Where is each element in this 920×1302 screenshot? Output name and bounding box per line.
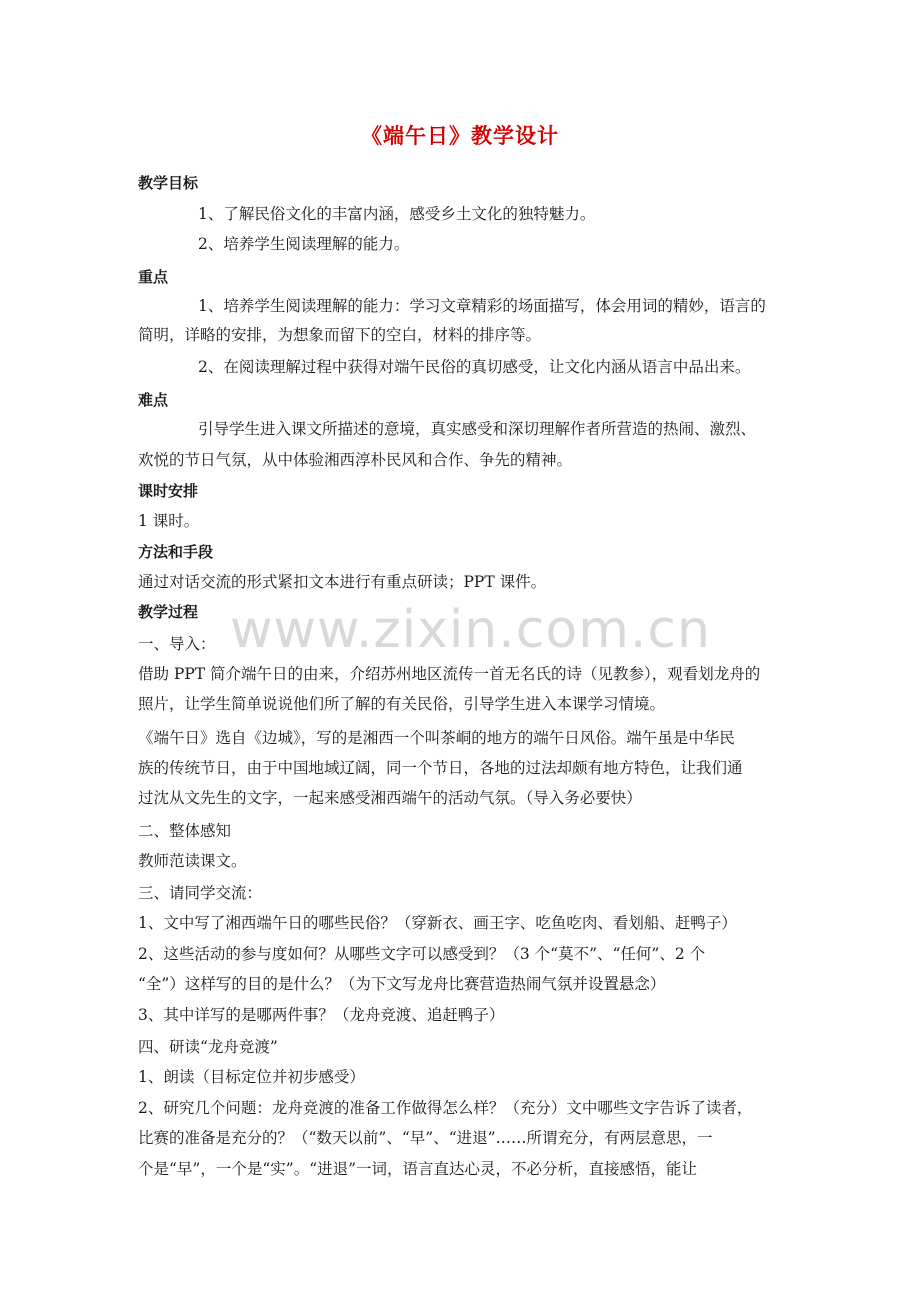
paragraph-line: 1、文中写了湘西端午日的哪些民俗？（穿新衣、画王字、吃鱼吃肉、看划船、赶鸭子）	[138, 914, 737, 932]
paragraph-line: 通过对话交流的形式紧扣文本进行有重点研读；PPT 课件。	[138, 573, 547, 591]
paragraph-line: 照片，让学生简单说说他们所了解的有关民俗，引导学生进入本课学习情境。	[138, 695, 666, 713]
paragraph-line: 3、其中详写的是哪两件事？（龙舟竞渡、追赶鸭子）	[138, 1006, 505, 1024]
paragraph-line: 比赛的准备是充分的？（“数天以前”、“早”、“进退”……所谓充分，有两层意思，一	[138, 1129, 713, 1147]
paragraph-line: 教师范读课文。	[138, 852, 247, 870]
paragraph-line: 简明，详略的安排，为想象而留下的空白，材料的排序等。	[138, 326, 542, 344]
paragraph-line: 2、在阅读理解过程中获得对端午民俗的真切感受，让文化内涵从语言中品出来。	[198, 358, 751, 376]
paragraph-line: 2、研究几个问题：龙舟竞渡的准备工作做得怎么样？（充分）文中哪些文字告诉了读者，	[138, 1099, 753, 1117]
document-title: 《端午日》教学设计	[361, 124, 559, 148]
paragraph-line: 引导学生进入课文所描述的意境，真实感受和深切理解作者所营造的热闹、激烈、	[198, 420, 757, 438]
paragraph-line: 四、研读“龙舟竞渡”	[138, 1038, 278, 1056]
paragraph-line: 1 课时。	[138, 512, 200, 530]
paragraph-line: 借助 PPT 简介端午日的由来，介绍苏州地区流传一首无名氏的诗（见教参），观看划龙舟的	[138, 665, 761, 683]
paragraph-line: 族的传统节日，由于中国地域辽阔，同一个节日，各地的过法却颇有地方特色，让我们通	[138, 759, 743, 777]
paragraph-line: 1、培养学生阅读理解的能力：学习文章精彩的场面描写，体会用词的精妙，语言的	[198, 297, 766, 315]
watermark: www.zixin.com.cn	[230, 600, 711, 660]
section-heading: 教学目标	[138, 174, 199, 192]
paragraph-line: 一、导入：	[138, 635, 216, 653]
section-heading: 重点	[138, 268, 169, 286]
paragraph-line: 《端午日》选自《边城》，写的是湘西一个叫茶峒的地方的端午日风俗。端午虽是中华民	[138, 729, 735, 747]
paragraph-line: 二、整体感知	[138, 822, 232, 840]
paragraph-line: 2、这些活动的参与度如何？从哪些文字可以感受到？（3 个“莫不”、“任何”、2 个	[138, 945, 706, 963]
paragraph-line: 1、朗读（目标定位并初步感受）	[138, 1068, 365, 1086]
paragraph-line: 2、培养学生阅读理解的能力。	[198, 235, 410, 253]
section-heading: 方法和手段	[138, 543, 214, 561]
paragraph-line: 1、了解民俗文化的丰富内涵，感受乡土文化的独特魅力。	[198, 205, 596, 223]
paragraph-line: 过沈从文先生的文字，一起来感受湘西端午的活动气氛。（导入务必要快）	[138, 789, 642, 807]
section-heading: 教学过程	[138, 603, 199, 621]
paragraph-line: 三、请同学交流：	[138, 884, 263, 902]
section-heading: 难点	[138, 391, 169, 409]
section-heading: 课时安排	[138, 482, 199, 500]
paragraph-line: 个是“早”，一个是“实”。“进退”一词，语言直达心灵，不必分析，直接感悟，能让	[138, 1160, 698, 1178]
paragraph-line: “全”）这样写的目的是什么？（为下文写龙舟比赛营造热闹气氛并设置悬念）	[138, 975, 666, 993]
paragraph-line: 欢悦的节日气氛，从中体验湘西淳朴民风和合作、争先的精神。	[138, 451, 573, 469]
